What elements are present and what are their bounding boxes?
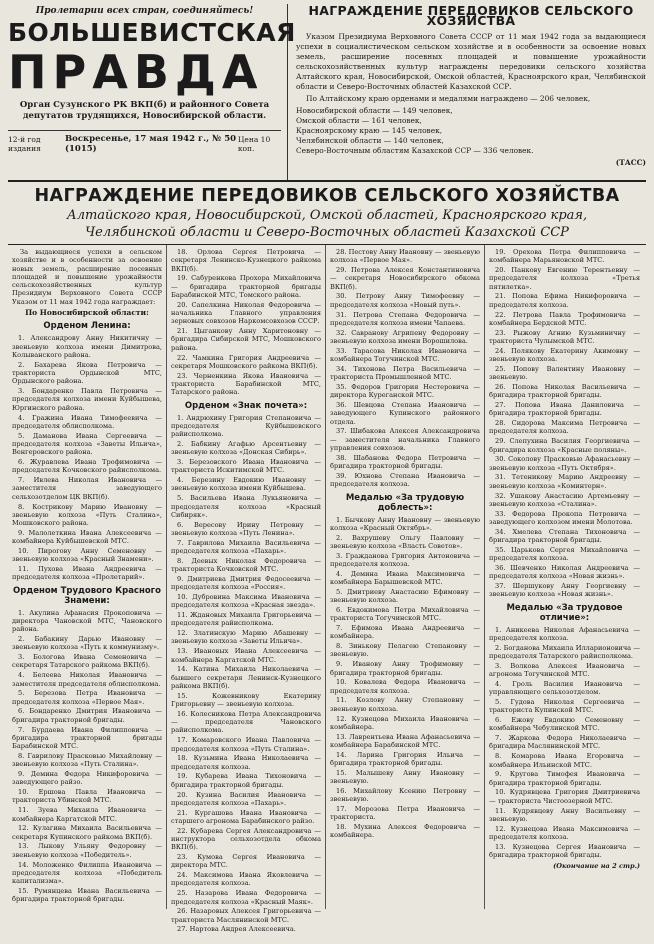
award-entry: 13. Ивановых Ивана Алексеевича — комбайнера Каргатской МТС. bbox=[171, 647, 321, 664]
award-entry: 22. Петрова Павла Трофимовича — комбайнера Бердской МТС. bbox=[489, 310, 640, 327]
award-entry: 29. Слепухина Василия Георгиевича — бригадира колхоза «Красные поляны». bbox=[489, 437, 640, 454]
award-entry: 24. Максимова Ивана Яковлевича — председателя колхоза. bbox=[171, 871, 321, 888]
award-entry: 35. Царькова Сергея Михайловича — председателя колхоза. bbox=[489, 545, 640, 563]
award-entry: 36. Шевченко Николая Андреевича — председателя колхоза «Новая жизнь». bbox=[489, 563, 640, 581]
award-entry: 13. Лаврентьева Ивана Афанасьевича — комбайнера Барабинской МТС. bbox=[330, 732, 480, 749]
tally-line: Северо-Восточным областям Казахской ССР — 336 человек. bbox=[296, 146, 534, 155]
award-entry: 11. Пухова Ивана Андреевича — председателя колхоза «Пролетарий». bbox=[12, 565, 162, 582]
award-entry: 2. Бахарева Якова Петровича — тракториста Ордынской МТС, Ордынского района. bbox=[12, 360, 162, 386]
decree-title: НАГРАЖДЕНИЕ ПЕРЕДОВИКОВ СЕЛЬСКОГО ХОЗЯЙСТВА bbox=[308, 3, 634, 28]
award-list bbox=[489, 248, 640, 599]
award-entry: 11. Зуева Михаила Ивановича — комбайнера Каргатской МТС. bbox=[12, 806, 162, 823]
award-entry: 4. Березину Евдокию Ивановну — звеньевую колхоза имени Куйбышева. bbox=[171, 476, 321, 493]
award-entry: 32. Ушакову Анастасию Артемьевну — звеньевую колхоза «Сталина». bbox=[489, 491, 640, 508]
column-2 bbox=[167, 245, 326, 934]
award-entry: 5. Васильева Ивана Лукьяновича — председателя колхоза «Красный Сибиряк». bbox=[171, 494, 321, 519]
award-entry: 6. Журавлева Ивана Трофимовича — председателя Кочковского райисполкома. bbox=[12, 458, 162, 475]
award-entry: 23. Рыжову Агнию Кузьминичну — тракториста Чулымской МТС. bbox=[489, 328, 640, 345]
region-heading: По Новосибирской области: bbox=[25, 308, 149, 318]
award-entry: 2. Вахрушеву Ольгу Павловну — звеньевую колхоза «Власть Советов». bbox=[330, 533, 480, 550]
tally-line: Новосибирской области — 149 человек, bbox=[296, 106, 453, 115]
award-list bbox=[330, 516, 480, 840]
award-entry: 20. Кузина Василия Ивановича — председателя колхоза «Пахарь». bbox=[171, 790, 321, 807]
award-entry: 18. Кузьмина Ивана Николаевича — председателя колхоза. bbox=[171, 754, 321, 771]
award-heading: Орденом Ленина: bbox=[43, 321, 131, 332]
award-entry: 2. Бабакину Дарью Ивановну — звеньевую колхоза «Путь к коммунизму». bbox=[12, 635, 162, 652]
award-entry: 23. Черненкина Якова Ивановича — тракториста Барабинской МТС, Татарского района. bbox=[171, 371, 321, 397]
award-entry: 1. Александрову Анну Никитичну — звеньевую колхоза имени Димитрова, Колыванского района. bbox=[12, 334, 162, 359]
award-entry: 28. Пестову Анну Ивановну — звеньевую колхоза «Первое Мая». bbox=[330, 248, 480, 265]
award-entry: 28. Сидорова Максима Петровича — председателя колхоза. bbox=[489, 419, 640, 436]
award-entry: 9. Малолеткина Ивана Алексеевича — комбайнера Куйбышевской МТС. bbox=[12, 528, 162, 546]
award-entry: 9. Демина Федора Никифоровича — заведующего райзо. bbox=[12, 770, 162, 787]
organ-line: Орган Сузунского РК ВКП(б) и районного Совета депутатов трудящихся, Новосибирской области. bbox=[19, 100, 270, 121]
award-entry: 34. Тихонова Петра Васильевича — тракториста Промышленной МТС. bbox=[330, 364, 480, 382]
award-entry: 6. Бондаренко Дмитрия Ивановича — бригадира тракторной бригады. bbox=[12, 707, 162, 724]
award-entry: 6. Вересову Ирину Петровну — звеньевую колхоза «Путь Ленина». bbox=[171, 520, 321, 537]
award-entry: 3. Бондаренко Павла Петровича — председателя колхоза имени Куйбышева, Юргинского района. bbox=[12, 387, 162, 412]
award-entry: 37. Шершукову Анну Георгиевну — звеньевую колхоза «Новая жизнь». bbox=[489, 581, 640, 599]
award-entry: 26. Попова Николая Васильевича — бригадира тракторной бригады. bbox=[489, 382, 640, 400]
award-entry: 3. Бологова Ивана Семеновича — секретаря Татарского райкома ВКП(б). bbox=[12, 653, 162, 670]
award-entry: 19. Орехова Петра Филипповича — комбайнера Марьяновской МТС. bbox=[489, 248, 640, 265]
award-entry: 27. Попова Ивана Даниловича — бригадира тракторной бригады. bbox=[489, 401, 640, 418]
decree-intro: По Алтайскому краю орденами и медалями награждено — 206 человек, bbox=[306, 94, 591, 103]
award-entry: 33. Федорова Прокопа Петровича — заведующего колхозом имени Молотова. bbox=[489, 509, 640, 526]
award-entry: 5. Даманова Ивана Сергеевича — председателя колхоза «Заветы Ильича», Венгеровского района. bbox=[12, 431, 162, 457]
award-entry: 4. Гроль Василия Ивановича — управляющего сельхозотделом. bbox=[489, 679, 640, 697]
award-entry: 37. Шибакова Алексея Александровича — заместителя начальника Главного управления совхозов. bbox=[330, 427, 480, 453]
masthead bbox=[8, 4, 646, 182]
award-list bbox=[171, 414, 321, 934]
price: Цена 10 коп. bbox=[237, 135, 271, 153]
award-entry: 10. Ершова Павла Ивановича — тракториста Убинской МТС. bbox=[12, 788, 162, 805]
award-entry: 8. Кострикову Марию Ивановну — звеньевую колхоза «Путь Сталина», Мошковского района. bbox=[12, 502, 162, 528]
tally-line: Челябинской области — 140 человек, bbox=[296, 136, 444, 145]
award-entry: 31. Петрова Степана Федоровича — председателя колхоза имени Чапаева. bbox=[330, 310, 480, 327]
award-entry: 17. Комаровского Ивана Павловича — председателя колхоза «Путь Сталина». bbox=[171, 736, 321, 753]
award-entry: 25. Назарова Ивана Федоровича — председателя колхоза «Красный Маяк». bbox=[171, 889, 321, 906]
tally-line: Омской области — 161 человек, bbox=[296, 116, 422, 125]
award-list bbox=[12, 334, 162, 581]
masthead-left bbox=[8, 4, 296, 180]
decree-text: Указом Президиума Верховного Совета СССР от 11 мая 1942 года за выдающиеся успехи в социалистическом сельском хозяйстве и в особенности за освоение новых земель, расширение посевных площадей и повышение урожайности сельскохозяйственных культур награждены передовики сельского хозяйства Алтайского края, Новосибирской, Омской областей, Красноярского края, Челябинской области и Северо-Восточных областей Казахской ССР. bbox=[296, 32, 646, 91]
column-4 bbox=[485, 245, 644, 909]
award-entry: 4. Белеева Николая Ивановича — заместителя председателя облисполкома. bbox=[12, 671, 162, 688]
continued-note: (Окончание на 2 стр.) bbox=[553, 862, 640, 871]
award-entry: 2. Бабкину Агафью Арсентьевну — звеньевую колхоза «Донская Сибирь». bbox=[171, 439, 321, 457]
award-entry: 26. Назаровых Алексея Григорьевича — тракториста Маслянинской МТС. bbox=[171, 907, 321, 924]
award-entry: 7. Жаркова Федора Николаевича — бригадира Маслянинской МТС. bbox=[489, 734, 640, 751]
award-entry: 29. Петрова Алексея Константиновича — секретаря Новосибирского обкома ВКП(б). bbox=[330, 266, 480, 291]
award-entry: 31. Тетеникову Марию Андреевну — звеньевую колхоза «Коминтерн». bbox=[489, 473, 640, 490]
slogan: Пролетарии всех стран, соединяйтесь! bbox=[35, 6, 254, 16]
award-entry: 1. Андрюхину Григория Степановича — председателя Куйбышевского райисполкома. bbox=[171, 413, 321, 439]
agency-credit: (ТАСС) bbox=[615, 158, 646, 167]
award-entry: 10. Кудрявцева Григория Дмитриевича — тракториста Чистоозерной МТС. bbox=[489, 788, 640, 805]
issue-row bbox=[8, 130, 281, 154]
award-heading: Орденом «Знак почета»: bbox=[184, 400, 308, 411]
award-entry: 20. Сапелкина Николая Федоровича — начальника Главного управления зерновых совхозов Наркомсовхозов СССР. bbox=[171, 300, 321, 326]
award-entry: 9. Кругова Тимофея Ивановича — бригадира тракторной бригады. bbox=[489, 770, 640, 787]
award-entry: 12. Кулагина Михаила Васильевича — секретаря Купинского райкома ВКП(б). bbox=[12, 824, 162, 841]
award-entry: 19. Сабуренкова Прохора Михайловича — бригадира тракторной бригады Барабинской МТС, Томского района. bbox=[171, 274, 321, 299]
award-list bbox=[12, 609, 162, 904]
award-heading: Медалью «За трудовое отличие»: bbox=[506, 602, 623, 623]
award-entry: 14. Ларина Григория Ильича — бригадира тракторной бригады. bbox=[330, 750, 480, 768]
award-entry: 3. Березовского Ивана Ивановича — тракториста Искитимской МТС. bbox=[171, 458, 321, 475]
award-entry: 33. Тарасова Николая Ивановича — комбайнера Тогучинской МТС. bbox=[330, 346, 480, 364]
award-entry: 36. Шевцова Степана Ивановича — заведующего Купинского районного отдела. bbox=[330, 401, 480, 426]
award-entry: 10. Ковалева Федора Ивановича — председателя колхоза. bbox=[330, 678, 480, 695]
award-entry: 11. Козлову Анну Степановну — звеньевую колхоза. bbox=[330, 696, 480, 713]
award-entry: 14. Катина Михаила Николаевича — бывшего секретаря Ленинск-Кузнецкого райкома ВКП(б). bbox=[171, 665, 321, 690]
headline-subtitle-line1: Алтайского края, Новосибирской, Омской областей, Красноярского края, bbox=[66, 208, 588, 223]
award-entry: 5. Гудова Николая Сергеевича — тракториста Купинской МТС. bbox=[489, 697, 640, 715]
award-entry: 34. Хмелева Степана Тихоновича — бригадира тракторной бригады. bbox=[489, 527, 640, 544]
award-entry: 39. Юхнова Степана Ивановича — председателя колхоза. bbox=[330, 471, 480, 489]
award-entry: 38. Шабанова Федора Петровича — бригадира тракторной бригады. bbox=[330, 453, 480, 471]
award-entry: 9. Дмитриева Дмитрия Федосеевича — председателя колхоза «Россия». bbox=[171, 574, 321, 592]
award-entry: 18. Орлова Сергея Петровича — секретаря Ленинско-Кузнецкого райкома ВКП(б). bbox=[171, 248, 321, 273]
award-entry: 7. Гаврилова Михаила Васильевича — председателя колхоза «Пахарь». bbox=[171, 538, 321, 555]
award-entry: 30. Соколову Прасковью Афанасьевну — звеньевую колхоза «Путь Октября». bbox=[489, 455, 640, 472]
award-entry: 3. Волкова Алексея Ивановича — агронома Тогучинской МТС. bbox=[489, 661, 640, 679]
tally-line: Красноярскому краю — 145 человек, bbox=[296, 126, 443, 135]
headline-title: НАГРАЖДЕНИЕ ПЕРЕДОВИКОВ СЕЛЬСКОГО ХОЗЯЙСТВА bbox=[34, 186, 620, 206]
award-entry: 22. Чамкина Григория Андреевича — секретаря Мошковского райкома ВКП(б). bbox=[171, 353, 321, 370]
award-entry: 6. Евдокимова Петра Михайловича — тракториста Тогучинской МТС. bbox=[330, 605, 480, 623]
award-entry: 24. Полякову Екатерину Акимовну — звеньевую колхоза. bbox=[489, 346, 640, 364]
award-entry: 7. Ефимова Ивана Андреевича — комбайнера. bbox=[330, 624, 480, 641]
award-entry: 15. Малышеву Анну Ивановну — звеньевую. bbox=[330, 768, 480, 786]
award-entry: 25. Попову Валентину Ивановну — звеньевую. bbox=[489, 364, 640, 382]
award-entry: 7. Ивлева Николая Ивановича — заместителя заведующего сельхозотделом ЦК ВКП(б). bbox=[12, 476, 162, 501]
award-entry: 10. Пирогову Анну Семеновну — звеньевую колхоза «Красный Знамени». bbox=[12, 547, 162, 564]
award-heading: Медалью «За трудовую доблесть»: bbox=[345, 492, 465, 513]
year-of-publication: 12-й год издания bbox=[8, 135, 41, 153]
award-entry: 20. Панкову Евгению Терентьевну — председателя колхоза «Третья пятилетка». bbox=[489, 266, 640, 291]
newspaper-title-line2: ПРАВДА bbox=[8, 45, 264, 99]
award-entry: 16. Колесникова Петра Александровича — председателя Чановского райисполкома. bbox=[171, 709, 321, 735]
award-heading: Орденом Трудового Красного Знамени: bbox=[13, 585, 161, 606]
article-columns bbox=[8, 245, 646, 934]
award-entry: 17. Морозова Петра Ивановича — тракториста. bbox=[330, 805, 480, 822]
award-entry: 12. Кузнецова Михаила Ивановича — комбайнера. bbox=[330, 714, 480, 731]
headline-subtitle-line2: Челябинской области и Северо-Восточных областей Казахской ССР bbox=[85, 225, 569, 240]
award-entry: 21. Попова Ефима Никифоровича — председателя колхоза. bbox=[489, 292, 640, 309]
award-entry: 15. Кожевникову Екатерину Григорьевну — звеньевую колхоза. bbox=[171, 691, 321, 709]
award-entry: 11. Кудрявцеву Анну Васильевну — звеньевую. bbox=[489, 806, 640, 823]
award-entry: 21. Цыганкову Анну Харитоновну — бригадира Сибирской МТС, Мошковского района. bbox=[171, 327, 321, 352]
main-headline bbox=[8, 182, 646, 245]
award-entry: 8. Гаврилову Прасковью Михайловну — звеньевую колхоза «Путь Сталина». bbox=[12, 751, 162, 769]
award-entry: 18. Мухина Алексея Федоровича — комбайнера. bbox=[330, 823, 480, 840]
article-intro: За выдающиеся успехи в сельском хозяйстве и в особенности за освоение новых земель, расширение посевных площадей и повышение урожайности сельскохозяйственных культур Президиум Верховного Совета СССР Указом от 11 мая 1942 года награждает: bbox=[12, 248, 162, 306]
award-entry: 13. Кузнецова Сергея Ивановича — бригадира тракторной бригады. bbox=[489, 842, 640, 859]
award-entry: 9. Иванову Анну Трофимовну — бригадира тракторной бригады. bbox=[330, 660, 480, 677]
award-entry: 16. Михайлову Ксению Петровну — звеньевую. bbox=[330, 786, 480, 804]
award-entry: 12. Кузнецова Ивана Максимовича — председателя колхоза. bbox=[489, 824, 640, 841]
award-entry: 8. Зинькову Пелагею Степановну — звеньевую. bbox=[330, 642, 480, 659]
award-entry: 30. Петрову Анну Тимофеевну — председателя колхоза «Новый путь». bbox=[330, 292, 480, 309]
award-entry: 2. Богданова Михаила Илларионовича — председателя Татарского райисполкома. bbox=[489, 643, 640, 660]
award-list bbox=[171, 248, 321, 397]
award-entry: 8. Комарова Ивана Егоровича — комбайнера Ильинской МТС. bbox=[489, 752, 640, 769]
newspaper-title-line1: БОЛЬШЕВИСТСКАЯ bbox=[8, 18, 296, 47]
award-entry: 1. Акулина Афанасия Прокоповича — директора Чановской МТС, Чановского района. bbox=[12, 608, 162, 634]
award-entry: 27. Нартова Андрея Алексеевича. bbox=[177, 925, 296, 934]
award-entry: 10. Дубровина Максима Ивановича — председателя колхоза «Красная звезда». bbox=[171, 592, 321, 610]
award-entry: 19. Кубарева Ивана Тихоновича — бригадира тракторной бригады. bbox=[171, 772, 321, 789]
award-entry: 4. Демина Ивана Максимовича — комбайнера Барышевской МТС. bbox=[330, 569, 480, 587]
award-entry: 6. Ежову Евдокию Семеновну — комбайнера Чебулинской МТС. bbox=[489, 716, 640, 733]
award-entry: 32. Савранову Агрипену Федоровну — звеньевую колхоза имени Ворошилова. bbox=[330, 328, 480, 345]
award-entry: 15. Румянцева Ивана Васильевича — бригадира тракторной бригады. bbox=[12, 886, 162, 904]
award-list bbox=[330, 248, 480, 489]
award-entry: 13. Лыкову Ульяну Федоровну — звеньевую колхоза «Победитель». bbox=[12, 842, 162, 859]
award-entry: 1. Аникеева Николая Афанасьевича — председателя колхоза. bbox=[489, 625, 640, 642]
award-entry: 21. Кургашова Ивана Ивановича — старшего агронома Барабинского райзо. bbox=[171, 808, 321, 825]
award-entry: 35. Федоров Григория Нестеровича — директора Куреганской МТС. bbox=[330, 382, 480, 400]
award-entry: 4. Гражина Ивана Тимофеевича — председателя облисполкома. bbox=[12, 413, 162, 430]
decree-block bbox=[288, 4, 646, 180]
column-3 bbox=[326, 245, 485, 909]
award-entry: 14. Моложенко Филиппа Ивановича — председателя колхоза «Победитель капитализма». bbox=[12, 860, 162, 886]
award-entry: 22. Кубарева Сергея Александровича — инструктора сельхозотдела обкома ВКП(б). bbox=[171, 826, 321, 852]
column-1 bbox=[8, 245, 167, 909]
award-entry: 1. Бычкову Анну Ивановну — звеньевую колхоза «Красный Октябрь». bbox=[330, 515, 480, 532]
award-entry: 8. Деевых Николая Федоровича — тракториста Кочковской МТС. bbox=[171, 556, 321, 574]
award-entry: 12. Златинскую Марию Абашевну — звеньевую колхоза «Заветы Ильича». bbox=[171, 629, 321, 646]
award-entry: 7. Бурдаева Ивана Филипповича — бригадира тракторной бригады Барабинской МТС. bbox=[12, 725, 162, 751]
award-entry: 11. Ждановых Михаила Григорьевича — председателя райисполкома. bbox=[171, 611, 321, 628]
issue-date: Воскресенье, 17 мая 1942 г., № 50 (1015) bbox=[64, 134, 237, 154]
award-entry: 5. Дмитриеву Анастасию Ефимовну — звеньевую колхоза. bbox=[330, 587, 480, 605]
award-list bbox=[489, 626, 640, 860]
decree-body bbox=[296, 32, 646, 168]
award-entry: 3. Гражданова Григория Антоновича — председателя колхоза. bbox=[330, 551, 480, 568]
award-entry: 5. Березова Петра Ивановича — председателя колхоза «Первое Мая». bbox=[12, 689, 162, 706]
award-entry: 23. Кумова Сергея Ивановича — директора МТС. bbox=[171, 853, 321, 870]
